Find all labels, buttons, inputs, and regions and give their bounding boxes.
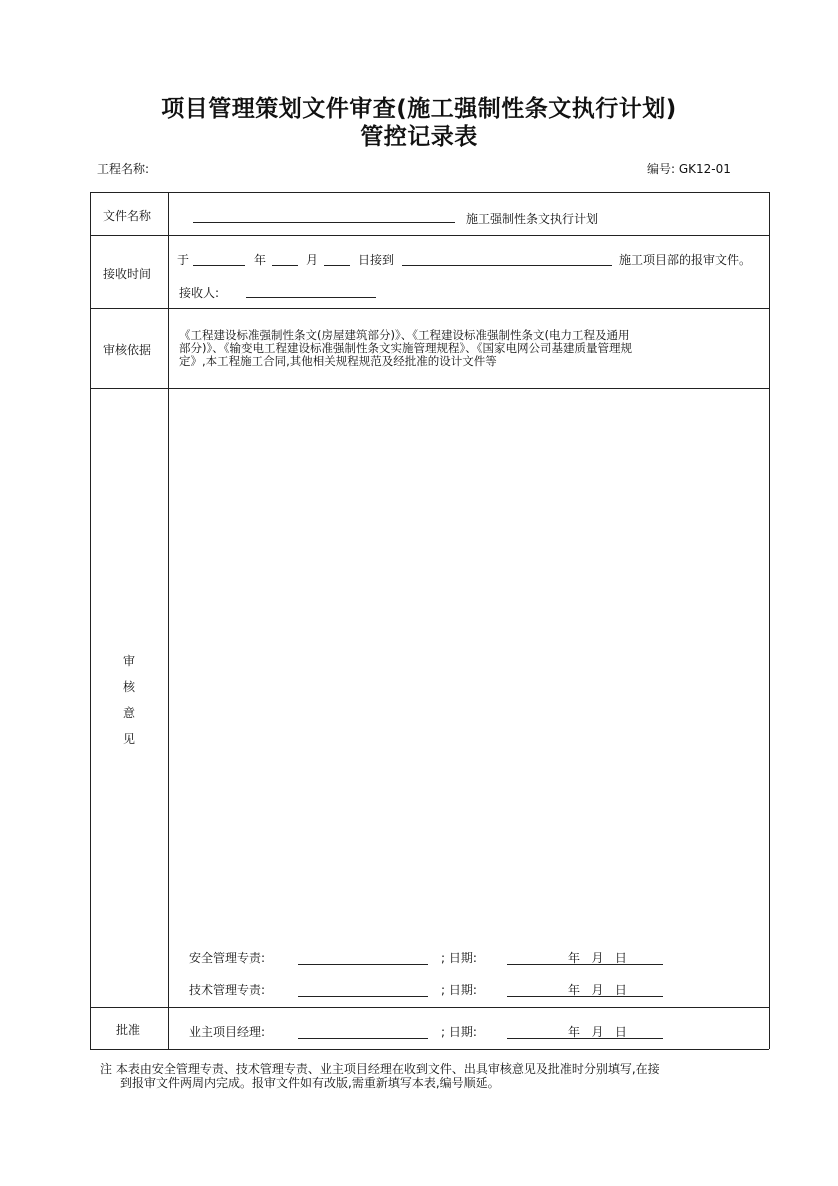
page-title: 项目管理策划文件审查(施工强制性条文执行计划): [161, 96, 677, 122]
receive-yu: 于: [177, 253, 190, 267]
review-basis-line-1: 《工程建设标准强制性条文(房屋建筑部分)》、《工程建设标准强制性条文(电力工程及通用: [179, 328, 630, 342]
receiver-field[interactable]: [246, 297, 376, 298]
receive-month-label: 月: [306, 253, 319, 267]
safety-date-label: ; 日期:: [441, 951, 477, 965]
opinion-label-char-1: 审: [122, 654, 135, 668]
opinion-label-char-4: 见: [122, 732, 135, 746]
tech-manager-label: 技术管理专责:: [189, 983, 266, 997]
tech-date-label: ; 日期:: [441, 983, 477, 997]
safety-manager-label: 安全管理专责:: [189, 951, 266, 965]
receive-suffix: 施工项目部的报审文件。: [619, 253, 752, 267]
receive-from-field[interactable]: [402, 265, 612, 266]
review-basis-line-2: 部分)》、《输变电工程建设标准强制性条文实施管理规程》、《国家电网公司基建质量管理规: [179, 341, 632, 355]
tech-date-ymd: 年 月 日: [568, 983, 627, 997]
receiver-label: 接收人:: [179, 286, 220, 300]
file-name-blank[interactable]: [193, 222, 455, 223]
opinion-label-char-2: 核: [122, 680, 135, 694]
note-line-1: 注 本表由安全管理专责、技术管理专责、业主项目经理在收到文件、出具审核意见及批准时分别填写,在接: [100, 1062, 660, 1076]
approve-date-label: ; 日期:: [441, 1025, 477, 1039]
safety-manager-field[interactable]: [298, 964, 428, 965]
review-basis-line-3: 定》,本工程施工合同,其他相关规程规范及经批准的设计文件等: [179, 354, 497, 368]
file-name-label: 文件名称: [103, 209, 152, 223]
owner-manager-field[interactable]: [298, 1038, 428, 1039]
receive-day-field[interactable]: [324, 265, 350, 266]
review-basis-label: 审核依据: [103, 343, 152, 357]
receive-day-label: 日接到: [358, 253, 395, 267]
owner-manager-label: 业主项目经理:: [189, 1025, 266, 1039]
opinion-text-area[interactable]: [170, 390, 767, 930]
project-name-label: 工程名称:: [97, 162, 150, 176]
note-line-2: 到报审文件两周内完成。报审文件如有改版,需重新填写本表,编号顺延。: [120, 1076, 500, 1090]
tech-manager-field[interactable]: [298, 996, 428, 997]
receive-time-label: 接收时间: [103, 267, 152, 281]
form-code: 编号: GK12-01: [647, 162, 731, 176]
safety-date-ymd: 年 月 日: [568, 951, 627, 965]
receive-year-field[interactable]: [193, 265, 245, 266]
approve-label: 批准: [116, 1023, 141, 1037]
receive-year-label: 年: [254, 253, 267, 267]
page-subtitle: 管控记录表: [360, 124, 478, 150]
approve-date-ymd: 年 月 日: [568, 1025, 627, 1039]
receive-month-field[interactable]: [272, 265, 298, 266]
file-name-value: 施工强制性条文执行计划: [466, 212, 599, 226]
opinion-label-char-3: 意: [122, 706, 135, 720]
